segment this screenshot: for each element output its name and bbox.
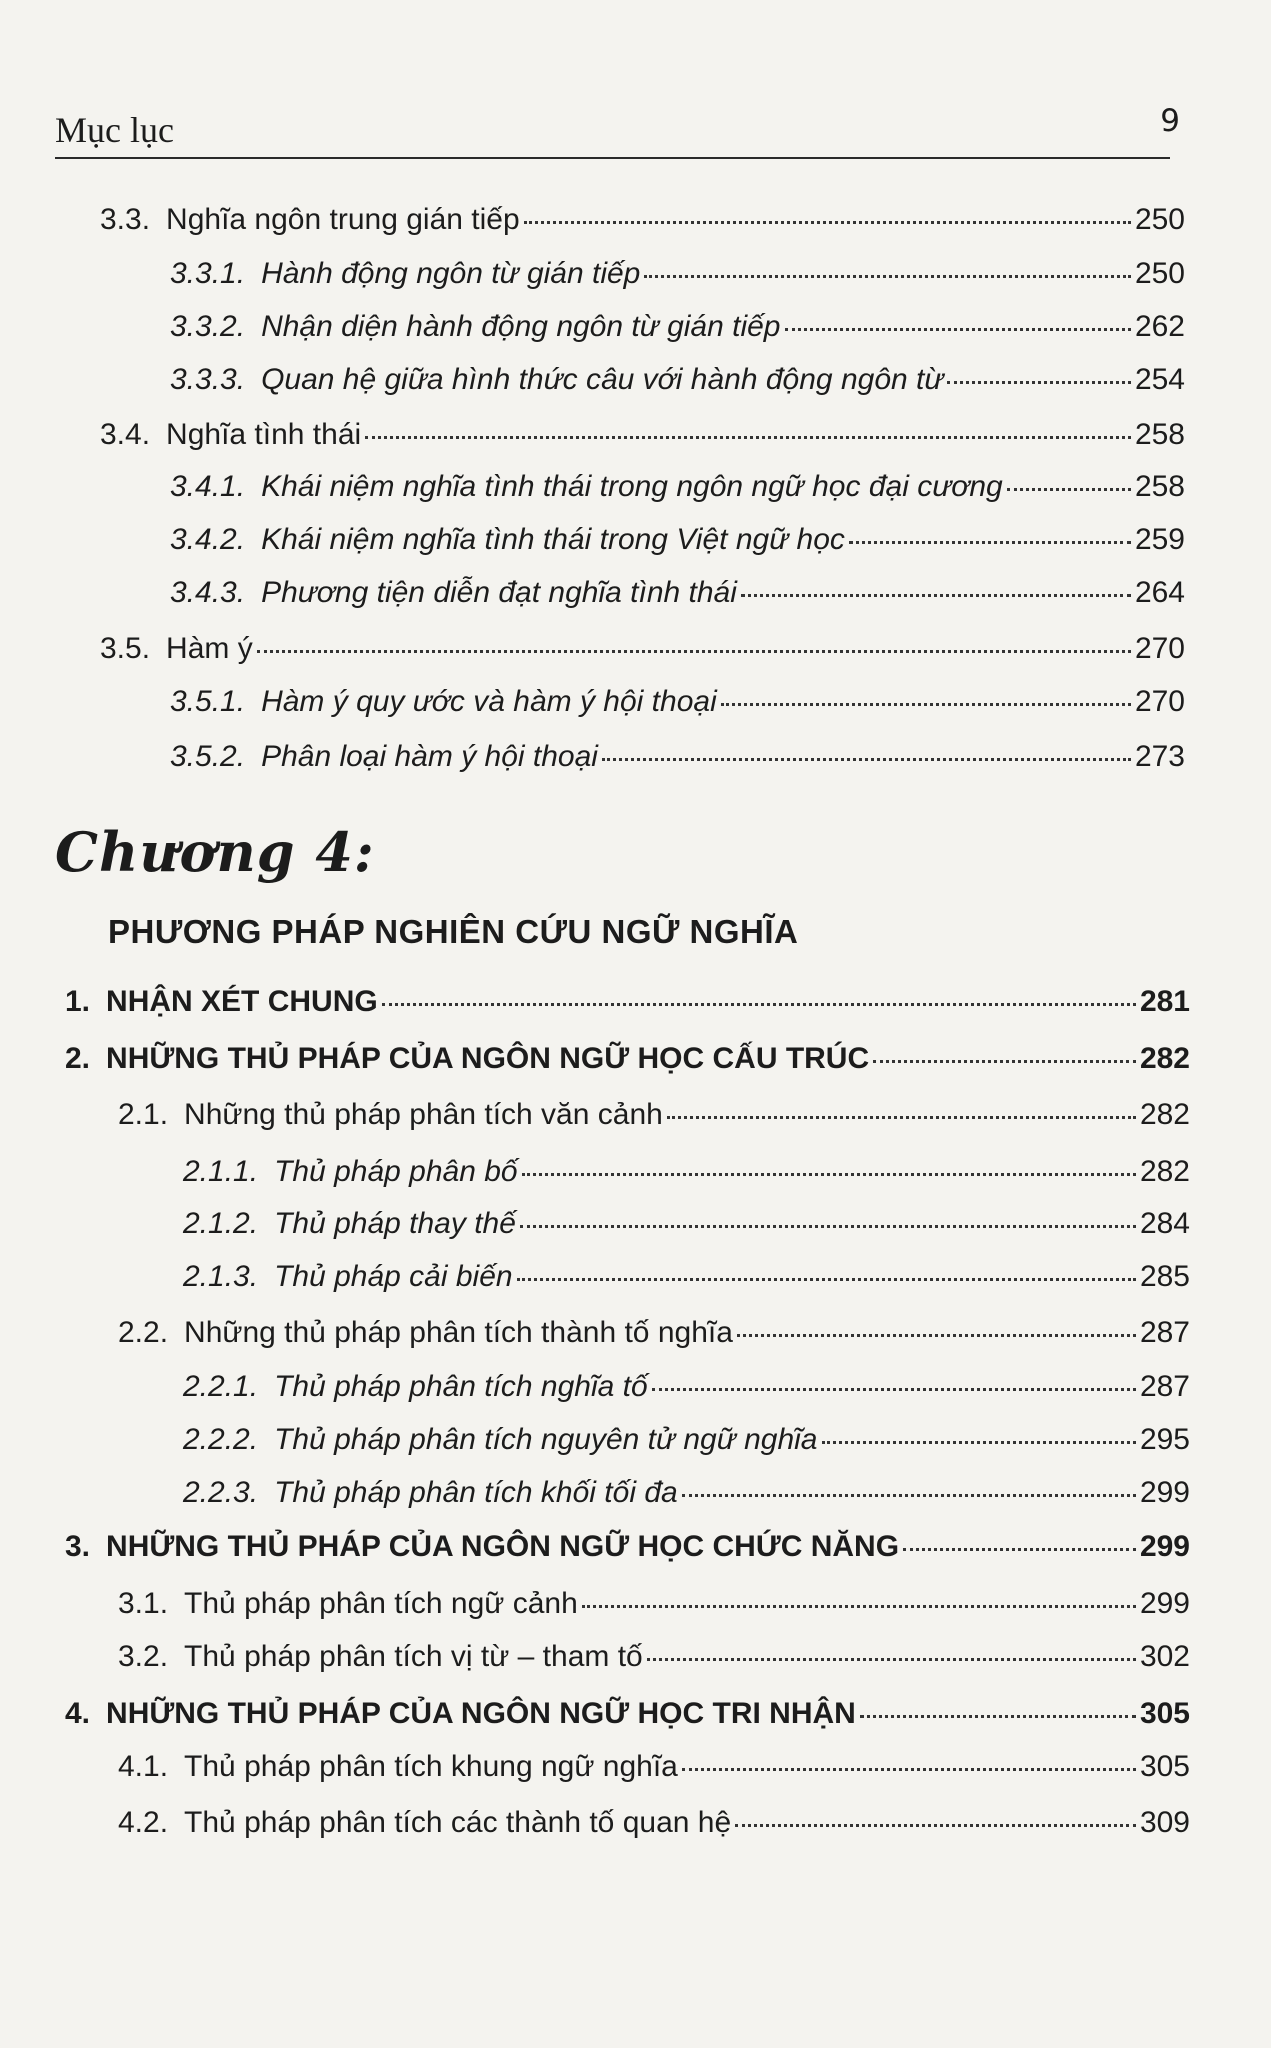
toc-entry-title: Thủ pháp phân tích nguyên tử ngữ nghĩa — [274, 1423, 818, 1456]
toc-entry-number: 2.1.3. — [183, 1260, 259, 1293]
toc-entry-number: 3.3. — [100, 203, 151, 236]
toc-entry — [118, 1750, 1190, 1784]
toc-entry-title: Thủ pháp phân tích các thành tố quan hệ — [184, 1806, 732, 1839]
toc-entry-title: Thủ pháp phân tích khối tối đa — [274, 1476, 678, 1509]
dot-leader — [522, 1173, 1136, 1176]
dot-leader — [860, 1715, 1136, 1718]
toc-entry — [118, 1316, 1190, 1350]
dot-leader — [365, 436, 1131, 439]
toc-entry-title: Hàm ý — [166, 632, 253, 665]
toc-entry-title: Nghĩa ngôn trung gián tiếp — [166, 203, 520, 236]
toc-entry-number: 2.1.2. — [183, 1207, 259, 1240]
toc-entry-page: 305 — [1139, 1750, 1190, 1783]
toc-entry-title: Thủ pháp phân bố — [274, 1155, 518, 1188]
chapter-heading: PHƯƠNG PHÁP NGHIÊN CỨU NGỮ NGHĨA — [108, 913, 799, 950]
toc-entry-page: 264 — [1134, 576, 1185, 609]
toc-entry-number: 4. — [65, 1697, 91, 1730]
toc-entry-number: 2. — [65, 1042, 91, 1075]
dot-leader — [647, 1658, 1136, 1661]
toc-entry-number: 3.3.3. — [170, 363, 246, 396]
toc-entry — [65, 985, 1190, 1019]
dot-leader — [873, 1060, 1136, 1063]
toc-entry-number: 3.5.1. — [170, 685, 246, 718]
toc-entry-title: Khái niệm nghĩa tình thái trong ngôn ngữ học đại cương — [261, 470, 1003, 503]
toc-entry-title: Hàm ý quy ước và hàm ý hội thoại — [261, 685, 717, 718]
toc-entry-page: 273 — [1134, 740, 1185, 773]
toc-entry — [183, 1476, 1190, 1510]
toc-entry-title: NHỮNG THỦ PHÁP CỦA NGÔN NGỮ HỌC CHỨC NĂNG — [106, 1530, 900, 1563]
dot-leader — [520, 1225, 1136, 1228]
toc-entry-number: 3.5. — [100, 632, 151, 665]
toc-entry-page: 299 — [1139, 1530, 1190, 1563]
toc-entry-page: 287 — [1139, 1316, 1190, 1349]
toc-entry — [100, 418, 1185, 452]
toc-entry-page: 270 — [1134, 632, 1185, 665]
toc-entry — [65, 1697, 1190, 1731]
toc-entry-number: 3. — [65, 1530, 91, 1563]
toc-entry — [170, 470, 1185, 504]
toc-entry-number: 1. — [65, 985, 91, 1018]
toc-entry-title: Khái niệm nghĩa tình thái trong Việt ngữ học — [261, 523, 845, 556]
toc-entry-number: 3.1. — [118, 1587, 169, 1620]
toc-entry-title: Quan hệ giữa hình thức câu với hành động ngôn từ — [261, 363, 944, 396]
dot-leader — [741, 594, 1131, 597]
toc-entry — [170, 523, 1185, 557]
toc-entry — [118, 1098, 1190, 1132]
toc-entry-page: 270 — [1134, 685, 1185, 718]
toc-entry-number: 2.1.1. — [183, 1155, 259, 1188]
toc-entry-page: 302 — [1139, 1640, 1190, 1673]
toc-entry — [183, 1370, 1190, 1404]
toc-entry-page: 282 — [1139, 1098, 1190, 1131]
dot-leader — [517, 1278, 1136, 1281]
toc-entry — [118, 1587, 1190, 1621]
toc-entry-title: Phương tiện diễn đạt nghĩa tình thái — [261, 576, 737, 609]
toc-entry-title: Nghĩa tình thái — [166, 418, 362, 451]
toc-entry — [170, 363, 1185, 397]
toc-entry-number: 3.4.3. — [170, 576, 246, 609]
toc-entry-page: 250 — [1134, 257, 1185, 290]
toc-entry-page: 259 — [1134, 523, 1185, 556]
toc-entry-number: 2.1. — [118, 1098, 169, 1131]
toc-entry — [100, 632, 1185, 666]
chapter-label: Chương 4: — [55, 820, 375, 884]
toc-entry-title: Thủ pháp phân tích nghĩa tố — [274, 1370, 648, 1403]
toc-entry-number: 2.2.3. — [183, 1476, 259, 1509]
toc-entry-title: Những thủ pháp phân tích thành tố nghĩa — [184, 1316, 733, 1349]
dot-leader — [682, 1494, 1136, 1497]
toc-entry-page: 309 — [1139, 1806, 1190, 1839]
dot-leader — [849, 541, 1131, 544]
toc-entry-number: 2.2.1. — [183, 1370, 259, 1403]
toc-entry-number: 3.4.2. — [170, 523, 246, 556]
dot-leader — [602, 758, 1131, 761]
toc-entry — [170, 257, 1185, 291]
dot-leader — [1007, 488, 1131, 491]
toc-entry-number: 4.2. — [118, 1806, 169, 1839]
toc-entry-page: 284 — [1139, 1207, 1190, 1240]
dot-leader — [682, 1768, 1136, 1771]
toc-entry — [100, 203, 1185, 237]
running-header — [55, 103, 1180, 159]
toc-entry — [183, 1423, 1190, 1457]
dot-leader — [582, 1605, 1136, 1608]
toc-entry-title: NHỮNG THỦ PHÁP CỦA NGÔN NGỮ HỌC TRI NHẬN — [106, 1697, 856, 1730]
toc-entry-title: NHẬN XÉT CHUNG — [106, 985, 378, 1018]
toc-entry-page: 258 — [1134, 470, 1185, 503]
toc-entry-title: Thủ pháp phân tích ngữ cảnh — [184, 1587, 578, 1620]
toc-entry-number: 4.1. — [118, 1750, 169, 1783]
toc-entry-title: Thủ pháp phân tích khung ngữ nghĩa — [184, 1750, 678, 1783]
dot-leader — [721, 703, 1131, 706]
toc-entry-number: 2.2.2. — [183, 1423, 259, 1456]
dot-leader — [822, 1441, 1136, 1444]
toc-entry-title: NHỮNG THỦ PHÁP CỦA NGÔN NGỮ HỌC CẤU TRÚC — [106, 1042, 870, 1075]
toc-entry-page: 262 — [1134, 310, 1185, 343]
toc-entry-title: Phân loại hàm ý hội thoại — [261, 740, 598, 773]
page-number: 9 — [1160, 103, 1180, 139]
toc-entry-number: 3.3.2. — [170, 310, 246, 343]
toc-entry — [183, 1260, 1190, 1294]
toc-entry — [65, 1042, 1190, 1076]
dot-leader — [257, 650, 1131, 653]
toc-entry-page: 287 — [1139, 1370, 1190, 1403]
dot-leader — [382, 1003, 1136, 1006]
toc-entry-page: 305 — [1139, 1697, 1190, 1730]
toc-entry-page: 295 — [1139, 1423, 1190, 1456]
toc-entry-title: Thủ pháp cải biến — [274, 1260, 513, 1293]
toc-entry-number: 2.2. — [118, 1316, 169, 1349]
toc-entry-title: Hành động ngôn từ gián tiếp — [261, 257, 641, 290]
toc-entry-page: 282 — [1139, 1155, 1190, 1188]
toc-entry-page: 285 — [1139, 1260, 1190, 1293]
toc-entry-number: 3.2. — [118, 1640, 169, 1673]
toc-entry — [170, 576, 1185, 610]
dot-leader — [652, 1388, 1136, 1391]
dot-leader — [785, 328, 1131, 331]
toc-entry-page: 258 — [1134, 418, 1185, 451]
toc-entry — [170, 310, 1185, 344]
toc-entry-title: Thủ pháp thay thế — [274, 1207, 516, 1240]
header-title: Mục lục — [55, 110, 174, 150]
toc-entry-number: 3.4.1. — [170, 470, 246, 503]
toc-entry-number: 3.5.2. — [170, 740, 246, 773]
dot-leader — [644, 275, 1131, 278]
toc-entry — [118, 1640, 1190, 1674]
dot-leader — [667, 1116, 1136, 1119]
dot-leader — [524, 221, 1131, 224]
toc-entry-page: 281 — [1139, 985, 1190, 1018]
dot-leader — [903, 1548, 1136, 1551]
toc-entry-page: 254 — [1134, 363, 1185, 396]
toc-entry-number: 3.4. — [100, 418, 151, 451]
toc-entry — [170, 685, 1185, 719]
toc-entry — [170, 740, 1185, 774]
toc-entry — [118, 1806, 1190, 1840]
toc-entry-page: 299 — [1139, 1476, 1190, 1509]
toc-entry-title: Thủ pháp phân tích vị từ – tham tố — [184, 1640, 643, 1673]
dot-leader — [737, 1334, 1136, 1337]
toc-entry-title: Những thủ pháp phân tích văn cảnh — [184, 1098, 663, 1131]
toc-entry — [183, 1155, 1190, 1189]
toc-entry — [65, 1530, 1190, 1564]
toc-entry — [183, 1207, 1190, 1241]
toc-entry-number: 3.3.1. — [170, 257, 246, 290]
toc-entry-title: Nhận diện hành động ngôn từ gián tiếp — [261, 310, 781, 343]
dot-leader — [735, 1824, 1136, 1827]
toc-entry-page: 250 — [1134, 203, 1185, 236]
toc-entry-page: 299 — [1139, 1587, 1190, 1620]
toc-entry-page: 282 — [1139, 1042, 1190, 1075]
dot-leader — [947, 381, 1131, 384]
